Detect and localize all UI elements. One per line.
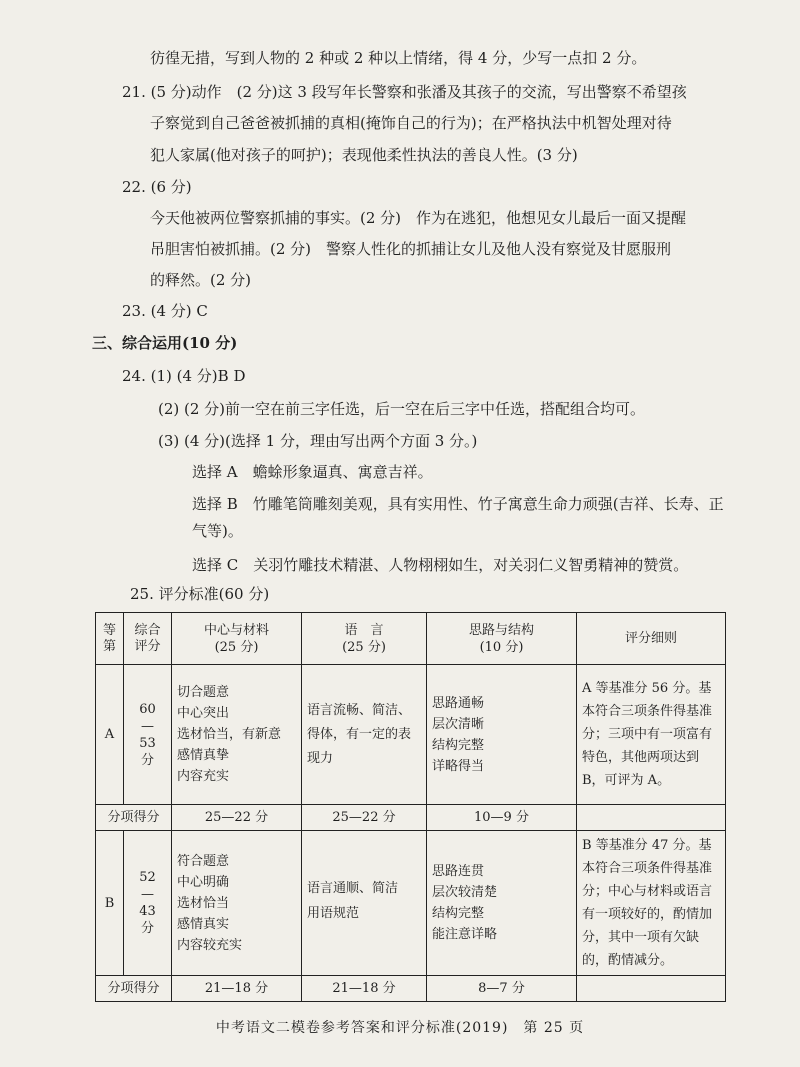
text-line: (3) (4 分)(选择 1 分，理由写出两个方面 3 分。) [158, 432, 478, 450]
subtotal-row [96, 805, 726, 831]
detail-header: 评分细则 [577, 613, 726, 665]
table-header-row [96, 613, 726, 665]
score-header: 综合评分 [124, 613, 172, 665]
option-a: 选择 A 蟾蜍形象逼真、寓意吉祥。 [192, 463, 433, 481]
center-criteria-cell: 符合题意 中心明确 选材恰当 感情真实 内容较充实 [172, 831, 302, 976]
empty-cell [577, 976, 726, 1002]
structure-criteria-cell: 思路连贯 层次较清楚 结构完整 能注意详略 [427, 831, 577, 976]
empty-cell [577, 805, 726, 831]
text-line: (2) (2 分)前一空在前三字任选，后一空在后三字中任选，搭配组合均可。 [158, 400, 646, 418]
text-line: 吊胆害怕被抓捕。(2 分) 警察人性化的抓捕让女儿及他人没有察觉及甘愿服刑 [150, 240, 672, 258]
subtotal-structure: 10—9 分 [427, 805, 577, 831]
language-criteria-cell: 语言流畅、简洁、得体，有一定的表现力 [302, 665, 427, 805]
table-row [96, 665, 726, 805]
grade-cell: A [96, 665, 124, 805]
text-line: 气等)。 [192, 522, 243, 540]
center-header: 中心与材料 (25 分) [172, 613, 302, 665]
option-c: 选择 C 关羽竹雕技术精湛、人物栩栩如生，对关羽仁义智勇精神的赞赏。 [192, 556, 689, 574]
detail-cell: B 等基准分 47 分。基本符合三项条件得基准分；中心与材料或语言有一项较好的，酌情加分，其中一项有欠缺的，酌情减分。 [577, 831, 726, 976]
score-range-cell: 60 — 53 分 [124, 665, 172, 805]
subtotal-structure: 8—7 分 [427, 976, 577, 1002]
option-b: 选择 B 竹雕笔筒雕刻美观，具有实用性、竹子寓意生命力顽强(吉祥、长寿、正 [192, 495, 724, 513]
score-range-cell: 52 — 43 分 [124, 831, 172, 976]
grade-cell: B [96, 831, 124, 976]
question-21: 21. (5 分)动作 (2 分)这 3 段写年长警察和张潘及其孩子的交流，写出警察不希望孩 [122, 83, 687, 101]
table-row [96, 831, 726, 976]
subtotal-language: 25—22 分 [302, 805, 427, 831]
question-24: 24. (1) (4 分)B D [122, 367, 246, 385]
structure-header: 思路与结构 (10 分) [427, 613, 577, 665]
text-line: 彷徨无措，写到人物的 2 种或 2 种以上情绪，得 4 分，少写一点扣 2 分。 [150, 49, 647, 67]
page-footer: 中考语文二模卷参考答案和评分标准(2019) 第 25 页 [215, 1020, 585, 1036]
scoring-table [95, 612, 726, 1002]
text-line: 犯人家属(他对孩子的呵护)；表现他柔性执法的善良人性。(3 分) [150, 146, 578, 164]
subtotal-label: 分项得分 [96, 805, 172, 831]
subtotal-center: 25—22 分 [172, 805, 302, 831]
text-line: 的释然。(2 分) [150, 271, 252, 289]
subtotal-language: 21—18 分 [302, 976, 427, 1002]
center-criteria-cell: 切合题意 中心突出 选材恰当，有新意 感情真挚 内容充实 [172, 665, 302, 805]
structure-criteria-cell: 思路通畅 层次清晰 结构完整 详略得当 [427, 665, 577, 805]
text-line: 今天他被两位警察抓捕的事实。(2 分) 作为在逃犯，他想见女儿最后一面又提醒 [150, 209, 687, 227]
question-23: 23. (4 分) C [122, 302, 208, 320]
language-header: 语 言 (25 分) [302, 613, 427, 665]
question-22: 22. (6 分) [122, 178, 192, 196]
subtotal-center: 21—18 分 [172, 976, 302, 1002]
language-criteria-cell: 语言通顺、简洁 用语规范 [302, 831, 427, 976]
question-25: 25. 评分标准(60 分) [130, 585, 270, 603]
detail-cell: A 等基准分 56 分。基本符合三项条件得基准分；三项中有一项富有特色，其他两项达到 B，可评为 A。 [577, 665, 726, 805]
subtotal-label: 分项得分 [96, 976, 172, 1002]
grade-header: 等第 [96, 613, 124, 665]
section-heading: 三、综合运用(10 分) [92, 334, 238, 352]
text-line: 子察觉到自己爸爸被抓捕的真相(掩饰自己的行为)；在严格执法中机智处理对待 [150, 114, 672, 132]
subtotal-row [96, 976, 726, 1002]
